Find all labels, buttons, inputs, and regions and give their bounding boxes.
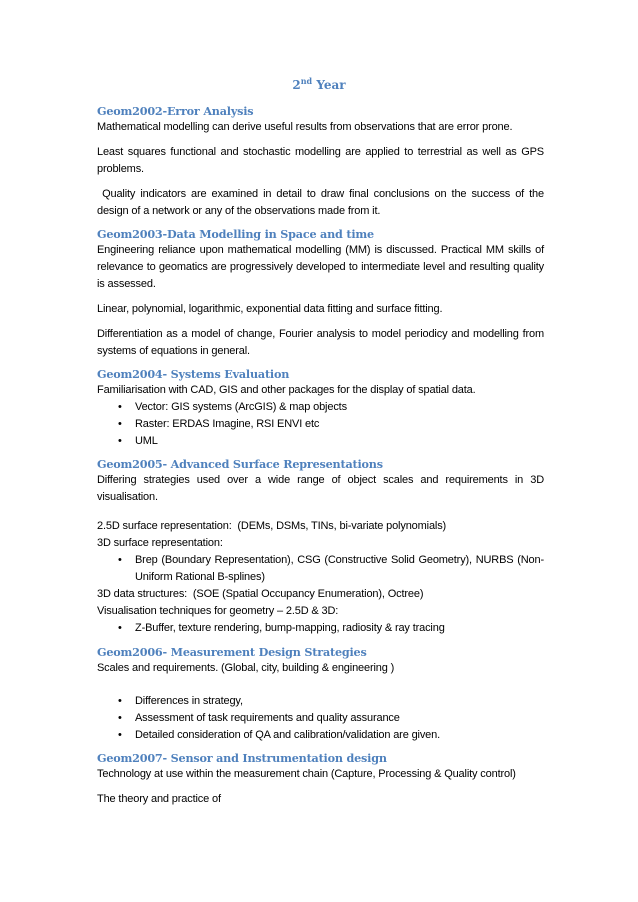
bullet-list xyxy=(97,399,544,450)
paragraph: The theory and practice of xyxy=(97,793,221,805)
bullet-icon: • xyxy=(118,695,122,707)
paragraph: Quality indicators are examined in detail to draw final conclusions on the success of the design of a network or any of the observations made from it. xyxy=(97,188,547,217)
section-heading: Geom2007- Sensor and Instrumentation design xyxy=(97,751,387,765)
list-item: • Detailed consideration of QA and calibration/validation are given. xyxy=(97,727,544,744)
bullet-list xyxy=(97,552,544,586)
page-title xyxy=(0,76,638,92)
bullet-icon: • xyxy=(118,554,122,566)
bullet-icon: • xyxy=(118,729,122,741)
paragraph: Technology at use within the measurement chain (Capture, Processing & Quality control) xyxy=(97,768,516,780)
paragraph: Familiarisation with CAD, GIS and other packages for the display of spatial data. xyxy=(97,384,476,396)
paragraph: 3D surface representation: xyxy=(97,537,223,549)
list-item: • Raster: ERDAS Imagine, RSI ENVI etc xyxy=(97,416,544,433)
section-geom2007 xyxy=(97,751,544,808)
section-heading: Geom2002-Error Analysis xyxy=(97,104,254,118)
list-item: • Vector: GIS systems (ArcGIS) & map objects xyxy=(97,399,544,416)
year-word: Year xyxy=(316,78,346,92)
paragraph: Scales and requirements. (Global, city, building & engineering ) xyxy=(97,662,395,674)
paragraph: Least squares functional and stochastic modelling are applied to terrestrial as well as GPS problems. xyxy=(97,146,544,175)
list-item: • UML xyxy=(97,433,544,450)
paragraph: Linear, polynomial, logarithmic, exponential data fitting and surface fitting. xyxy=(97,303,443,315)
bullet-icon: • xyxy=(118,712,122,724)
section-heading: Geom2006- Measurement Design Strategies xyxy=(97,645,367,659)
list-item: • Z-Buffer, texture rendering, bump-mapping, radiosity & ray tracing xyxy=(97,620,544,637)
section-heading: Geom2003-Data Modelling in Space and time xyxy=(97,227,374,241)
bullet-icon: • xyxy=(118,418,122,430)
paragraph: Mathematical modelling can derive useful results from observations that are error prone. xyxy=(97,121,513,133)
section-geom2006 xyxy=(97,645,544,744)
section-geom2002 xyxy=(97,104,547,220)
paragraph: 2.5D surface representation: (DEMs, DSMs, TINs, bi-variate polynomials) xyxy=(97,520,447,532)
list-item: • Differences in strategy, xyxy=(97,693,544,710)
bullet-icon: • xyxy=(118,401,122,413)
list-item: • Brep (Boundary Representation), CSG (Constructive Solid Geometry), NURBS (Non-Uniform Rational B-splines) xyxy=(118,554,544,583)
year-suffix: nd xyxy=(300,76,313,86)
section-heading: Geom2004- Systems Evaluation xyxy=(97,367,290,381)
bullet-icon: • xyxy=(118,435,122,447)
section-heading: Geom2005- Advanced Surface Representations xyxy=(97,457,383,471)
paragraph: Visualisation techniques for geometry – 2.5D & 3D: xyxy=(97,605,339,617)
list-item: • Assessment of task requirements and quality assurance xyxy=(97,710,544,727)
paragraph: Differing strategies used over a wide range of object scales and requirements in 3D visualisation. xyxy=(97,474,544,503)
bullet-list xyxy=(97,693,544,744)
paragraph: Differentiation as a model of change, Fourier analysis to model periodicy and modelling from systems of equations in general. xyxy=(97,328,544,357)
section-geom2004 xyxy=(97,367,544,450)
section-geom2005 xyxy=(97,457,544,637)
document-body xyxy=(97,104,547,808)
section-geom2003 xyxy=(97,227,544,360)
bullet-icon: • xyxy=(118,622,122,634)
paragraph: Engineering reliance upon mathematical modelling (MM) is discussed. Practical MM skills of relevance to geomatics are progressively developed to intermediate level and resulting quality is assessed. xyxy=(97,244,544,290)
year-number: 2 xyxy=(292,78,301,92)
bullet-list xyxy=(97,620,544,637)
paragraph: 3D data structures: (SOE (Spatial Occupancy Enumeration), Octree) xyxy=(97,588,424,600)
